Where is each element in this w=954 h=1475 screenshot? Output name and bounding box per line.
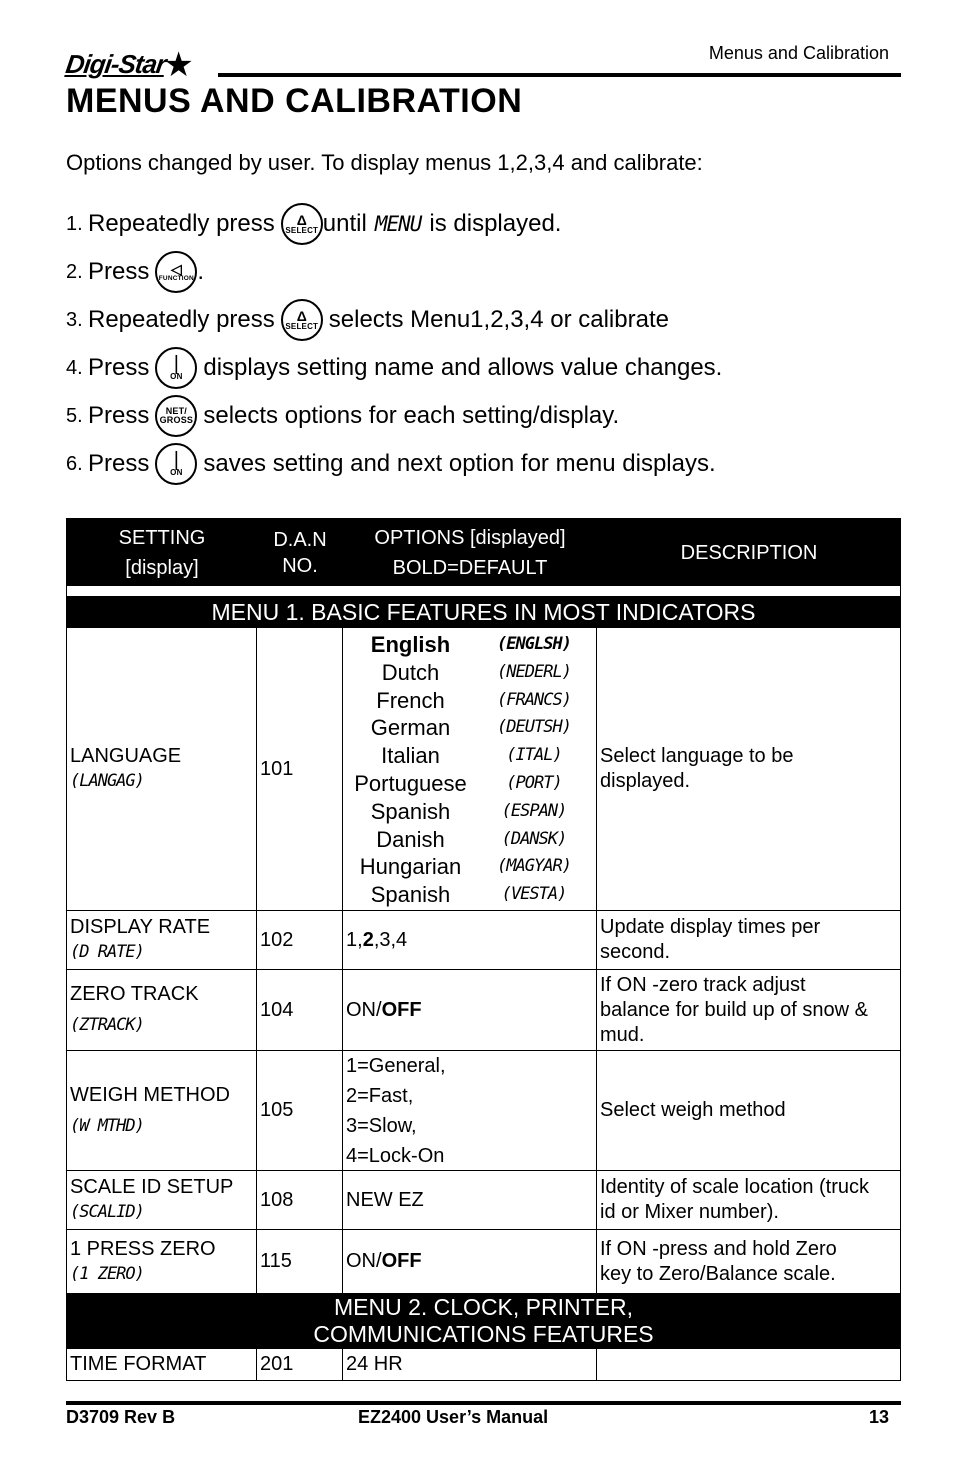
- menu-2-heading: MENU 2. CLOCK, PRINTER, COMMUNICATIONS FEATURES: [67, 1293, 900, 1349]
- time-format-dan-cell: 201: [257, 1349, 343, 1380]
- language-options-list: English Dutch French German Italian Portuguese Spanish Danish Hungarian Spanish: [354, 632, 467, 908]
- time-format-description-cell: [597, 1349, 901, 1380]
- header-rule: [218, 73, 901, 77]
- step-text: Press: [88, 450, 150, 477]
- step-6: [66, 440, 906, 488]
- setting-name: LANGUAGE: [70, 745, 182, 767]
- footer-manual-title: EZ2400 User’s Manual: [358, 1407, 549, 1427]
- step-1: [66, 200, 906, 248]
- step-text: Press: [88, 258, 150, 285]
- weigh-method-description-cell: Select weigh method: [597, 1051, 901, 1171]
- step-text: .: [197, 258, 205, 285]
- step-text: saves setting and next option for menu displays.: [203, 450, 716, 477]
- logo-text: Digi-Star: [63, 49, 168, 79]
- language-setting-cell: [67, 628, 257, 911]
- scale-id-options-cell: NEW EZ: [343, 1171, 597, 1230]
- scale-id-setting-cell: SCALE ID SETUP (SCALID): [67, 1171, 257, 1230]
- scale-id-description-cell: Identity of scale location (truck id or Mixer number).: [597, 1171, 901, 1230]
- weigh-method-setting-cell: WEIGH METHOD (W MTHD): [67, 1051, 257, 1171]
- intro-text: Options changed by user. To display menus 1,2,3,4 and calibrate:: [66, 150, 703, 175]
- display-rate-setting-cell: DISPLAY RATE (D RATE): [67, 911, 257, 970]
- step-text: is displayed.: [429, 210, 562, 237]
- step-number: 1.: [66, 212, 83, 235]
- star-icon: ★: [163, 46, 194, 84]
- function-key-icon: ◁ FUNCTION: [155, 251, 197, 293]
- step-text: Press: [88, 402, 150, 429]
- on-key-icon: | ON: [155, 443, 197, 485]
- step-5: [66, 392, 906, 440]
- language-description-cell: Select language to be displayed.: [597, 628, 901, 911]
- zero-track-dan-cell: 104: [257, 970, 343, 1051]
- step-number: 5.: [66, 404, 83, 427]
- step-text: until: [322, 210, 367, 237]
- display-rate-dan-cell: 102: [257, 911, 343, 970]
- weigh-method-dan-cell: 105: [257, 1051, 343, 1171]
- page-title: MENUS AND CALIBRATION: [66, 82, 523, 120]
- scale-id-dan-cell: 108: [257, 1171, 343, 1230]
- step-3: [66, 296, 906, 344]
- display-rate-description-cell: Update display times per second.: [597, 911, 901, 970]
- zero-track-options-cell: ON/OFF: [343, 970, 597, 1051]
- time-format-setting-cell: TIME FORMAT: [67, 1349, 257, 1380]
- step-text: displays setting name and allows value changes.: [203, 354, 723, 381]
- press-zero-setting-cell: 1 PRESS ZERO (1 ZERO): [67, 1230, 257, 1293]
- header-description: DESCRIPTION: [680, 541, 818, 564]
- press-zero-dan-cell: 115: [257, 1230, 343, 1293]
- menu-1-heading: MENU 1. BASIC FEATURES IN MOST INDICATORS: [67, 596, 900, 628]
- lcd-display-text: MENU: [374, 212, 422, 236]
- step-number: 2.: [66, 260, 83, 283]
- step-number: 6.: [66, 452, 83, 475]
- step-text: Repeatedly press: [88, 306, 275, 333]
- step-text: selects options for each setting/display.: [203, 402, 620, 429]
- step-text: Repeatedly press: [88, 210, 275, 237]
- steps-list: [66, 200, 906, 488]
- zero-track-description-cell: If ON -zero track adjust balance for build up of snow & mud.: [597, 970, 901, 1051]
- footer-doc-number: D3709 Rev B: [66, 1407, 176, 1427]
- footer-rule: [66, 1401, 901, 1405]
- step-4: [66, 344, 906, 392]
- display-rate-options-cell: 1,2,3,4: [343, 911, 597, 970]
- step-2: [66, 248, 906, 296]
- net-gross-key-icon: NET/ GROSS: [155, 395, 197, 437]
- setting-code: (LANGAG): [70, 771, 144, 791]
- press-zero-description-cell: If ON -press and hold Zero key to Zero/Balance scale.: [600, 1237, 837, 1285]
- step-text: Press: [88, 354, 150, 381]
- table-header-row: [67, 519, 900, 586]
- header-options: OPTIONS [displayed] BOLD=DEFAULT: [374, 526, 566, 579]
- step-number: 3.: [66, 308, 83, 331]
- select-key-icon: Δ SELECT: [281, 203, 323, 245]
- digi-star-logo: [63, 44, 194, 84]
- on-key-icon: | ON: [155, 347, 197, 389]
- header-setting: SETTING [display]: [118, 526, 206, 579]
- step-number: 4.: [66, 356, 83, 379]
- zero-track-setting-cell: ZERO TRACK (ZTRACK): [67, 970, 257, 1051]
- language-dan-cell: 101: [257, 628, 343, 911]
- weigh-method-options-cell: 1=General, 2=Fast, 3=Slow, 4=Lock-On: [343, 1051, 597, 1171]
- language-codes-list: (ENGLSH) (NEDERL) (FRANCS) (DEUTSH) (ITAL) (PORT) (ESPAN) (DANSK) (MAGYAR) (VESTA): [497, 634, 571, 905]
- settings-table: [66, 518, 901, 1381]
- running-head: Menus and Calibration: [708, 43, 889, 63]
- press-zero-options-cell: ON/OFF: [343, 1230, 597, 1293]
- select-key-icon: Δ SELECT: [281, 299, 323, 341]
- header-dan: D.A.N NO.: [273, 528, 327, 577]
- page-number: 13: [868, 1407, 889, 1427]
- time-format-options-cell: 24 HR: [343, 1349, 597, 1380]
- step-text: selects Menu1,2,3,4 or calibrate: [328, 306, 669, 333]
- language-options-cell: [343, 628, 597, 911]
